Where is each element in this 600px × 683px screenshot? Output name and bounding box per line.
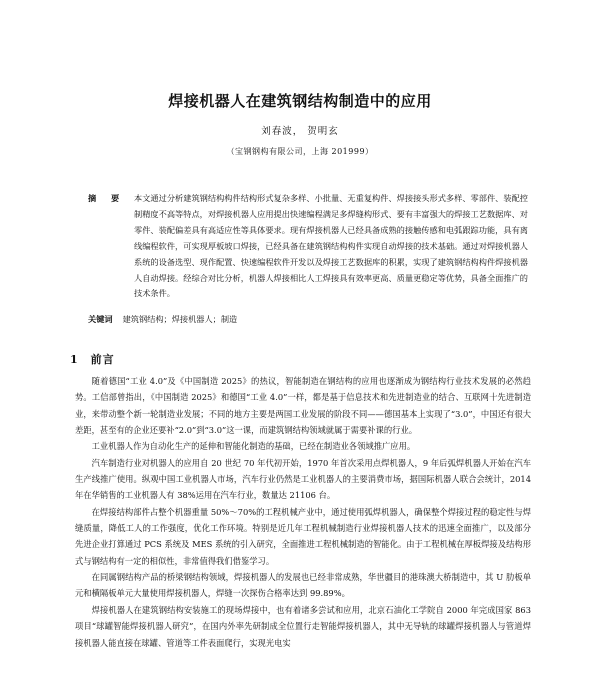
abstract-block [88, 191, 528, 302]
keywords-block [88, 312, 528, 327]
section-title: 前言 [90, 353, 115, 366]
body-paragraph: 在同属钢结构产品的桥梁钢结构领域，焊接机器人的发展也已经非常成熟，华世疆目的港珠澳大桥制造中，其 U 肋板单元和横隔板单元大量使用焊接机器人，焊缝一次探伤合格率达到 99.89%。 [75, 572, 531, 599]
section-number: 1 [70, 353, 79, 366]
body-paragraph: 汽车制造行业对机器人的应用自 20 世纪 70 年代初开始，1970 年首次采用点焊机器人，9 年后弧焊机器人开始在汽车生产线推广使用。纵观中国工业机器人市场，汽车行业仍然是工业机器人的主要消费市场，据国际机器人联合会统计，2014 年在华销售的工业机器人有 38%运用在汽车行业，数量达 21106 台。 [75, 457, 531, 501]
keywords-label: 关键词 [88, 314, 113, 324]
abstract-text: 本文通过分析建筑钢结构构件结构形式复杂多样、小批量、无重复构件、焊接接头形式多样、零部件、装配控制精度不高等特点，对焊接机器人应用提出快速编程满足多焊缝构形式、要有丰富强大的焊接工艺数据库、对零件、装配偏差具有高适应性等具体要求。现有焊接机器人已经具备成熟的接触传感和电弧跟踪功能，具有离线编程软件，可实现厚板坡口焊接，已经具备在建筑钢结构构件实现自动焊接的技术基础。通过对焊接机器人系统的设备选型、现作配置、快速编程软件开发以及焊接工艺数据库的积累，实现了建筑钢结构构件焊接机器人自动焊接。经综合对比分析，机器人焊接相比人工焊接具有效率更高、质量更稳定等优势，具备全面推广的技术条件。 [134, 193, 528, 299]
body-paragraph: 焊接机器人在建筑钢结构安装施工的现场焊接中，也有着诸多尝试和应用，北京石油化工学院自 2000 年完成国家 863 项目“球罐智能焊接机器人研究”，在国内外率先研制成全位置行走智能焊接机器人，其中无导轨的球罐焊接机器人与管道焊接机器人能直接在球罐、管道等工件表面爬行，实现光电实 [75, 604, 531, 648]
paper-affiliation: （宝钢钢构有限公司，上海 201999） [226, 147, 374, 156]
paper-authors: 刘春波， 贺明玄 [261, 126, 339, 137]
body-paragraph: 在焊接结构部件占整个机器重量 50%～70%的工程机械产业中，通过使用弧焊机器人，确保整个焊接过程的稳定性与焊缝质量，降低工人的工作强度，优化工作环境。特别是近几年工程机械制造行业焊接机器人技术的迅速全面推广，以及部分先进企业打算通过 PCS 系统及 MES 系统的引入研究，全面推进工程机械制造的智能化。由于工程机械在厚板焊接及结构形式与钢结构有一定的相似性，非常值得我们借鉴学习。 [75, 506, 531, 566]
body-text [75, 373, 531, 651]
abstract-label: 摘 要 [88, 193, 126, 203]
section-heading [70, 351, 115, 367]
body-paragraph: 随着德国“工业 4.0”及《中国制造 2025》的热议，智能制造在钢结构的应用也逐渐成为钢结构行业技术发展的必然趋势。工信部曾指出，《中国制造 2025》和德国“工业 4.0”一样，都是基于信息技术和先进制造业的结合、互联网十先进制造业，来带动整个新一轮制造业发展；不同的地方主要是两国工业发展的阶段不同——德国基本上实现了“3.0”，中国还有很大差距，甚至有的企业还要补“2.0”到“3.0”这一课，而建筑钢结构领域就属于需要补课的行业。 [75, 376, 531, 436]
paper-title: 焊接机器人在建筑钢结构制造中的应用 [168, 92, 432, 110]
keywords-text: 建筑钢结构；焊接机器人；制造 [122, 314, 238, 324]
body-paragraph: 工业机器人作为自动化生产的延伸和智能化制造的基础，已经在制造业各领域推广应用。 [91, 441, 416, 452]
